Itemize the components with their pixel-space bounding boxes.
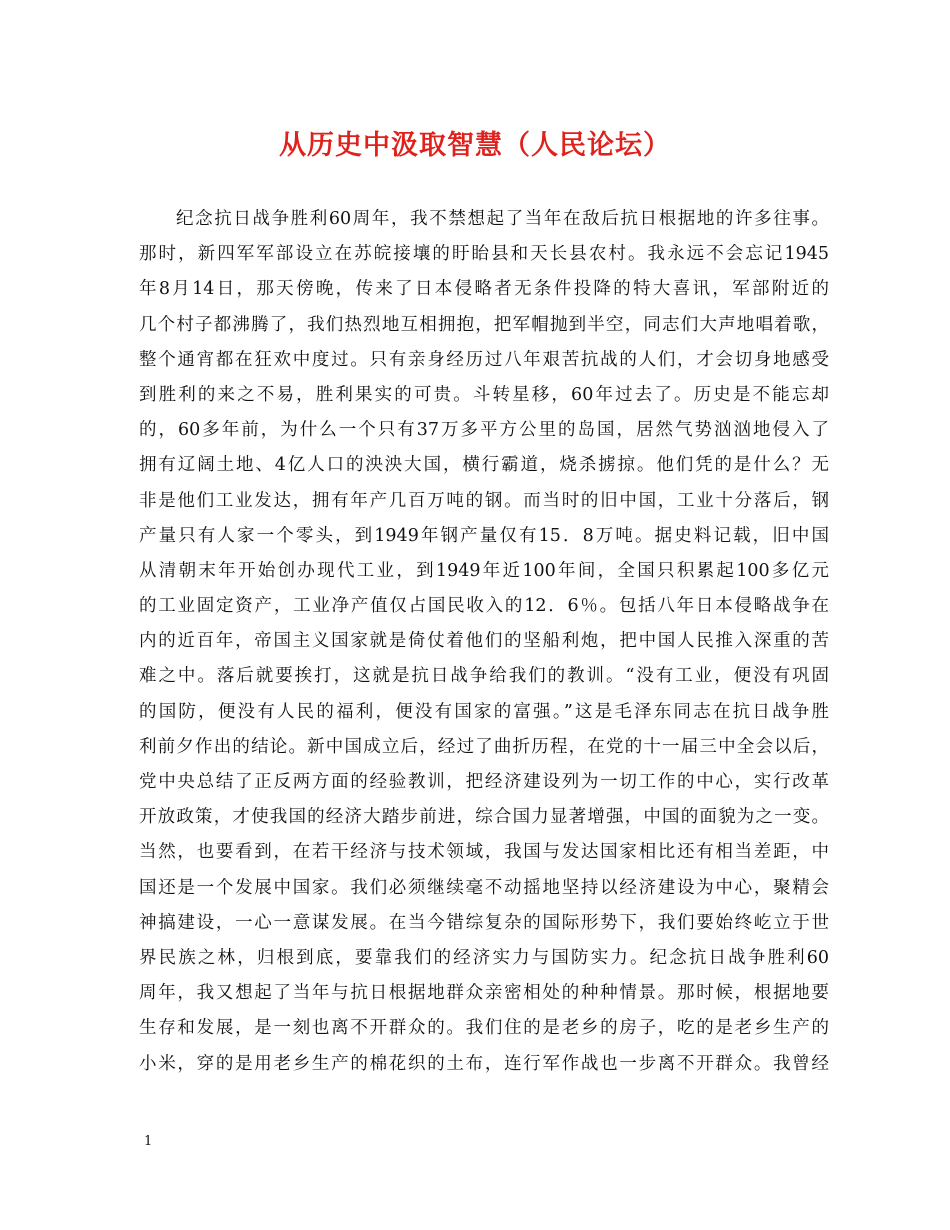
body-line: 周年，我又想起了当年与抗日根据地群众亲密相处的种种情景。那时候，根据地要 xyxy=(139,983,829,1004)
body-line: 几个村子都沸腾了，我们热烈地互相拥抱，把军帽抛到半空，同志们大声地唱着歌， xyxy=(139,314,829,335)
document-body xyxy=(139,202,829,1082)
body-line: 利前夕作出的结论。新中国成立后，经过了曲折历程，在党的十一届三中全会以后， xyxy=(139,736,829,757)
body-line: 的工业固定资产，工业净产值仅占国民收入的12．6％。包括八年日本侵略战争在 xyxy=(139,596,829,617)
body-line: 非是他们工业发达，拥有年产几百万吨的钢。而当时的旧中国，工业十分落后，钢 xyxy=(139,490,829,511)
body-line: 的国防，便没有人民的福利，便没有国家的富强。”这是毛泽东同志在抗日战争胜 xyxy=(139,701,829,722)
body-line: 界民族之林，归根到底，要靠我们的经济实力与国防实力。纪念抗日战争胜利60 xyxy=(139,947,829,968)
body-line: 到胜利的来之不易，胜利果实的可贵。斗转星移，60年过去了。历史是不能忘却 xyxy=(139,384,829,405)
body-line: 开放政策，才使我国的经济大踏步前进，综合国力显著增强，中国的面貌为之一变。 xyxy=(139,807,829,828)
body-line: 那时，新四军军部设立在苏皖接壤的盱眙县和天长县农村。我永远不会忘记1945 xyxy=(139,244,829,265)
body-line: 从清朝末年开始创办现代工业，到1949年近100年间，全国只积累起100多亿元 xyxy=(139,560,829,581)
page-number: 1 xyxy=(144,1134,153,1149)
body-line: 神搞建设，一心一意谋发展。在当今错综复杂的国际形势下，我们要始终屹立于世 xyxy=(139,912,829,933)
body-line: 当然，也要看到，在若干经济与技术领域，我国与发达国家相比还有相当差距，中 xyxy=(139,842,829,863)
body-line: 难之中。落后就要挨打，这就是抗日战争给我们的教训。“没有工业，便没有巩固 xyxy=(139,666,829,687)
document-title: 从历史中汲取智慧（人民论坛） xyxy=(279,130,671,161)
body-line: 拥有辽阔土地、4亿人口的泱泱大国，横行霸道，烧杀掳掠。他们凭的是什么？无 xyxy=(139,455,829,476)
body-line: 党中央总结了正反两方面的经验教训，把经济建设列为一切工作的中心，实行改革 xyxy=(139,772,829,792)
body-line: 整个通宵都在狂欢中度过。只有亲身经历过八年艰苦抗战的人们，才会切身地感受 xyxy=(139,349,829,370)
body-line: 国还是一个发展中国家。我们必须继续毫不动摇地坚持以经济建设为中心，聚精会 xyxy=(139,877,829,898)
body-line: 产量只有人家一个零头，到1949年钢产量仅有15．8万吨。据史料记载，旧中国 xyxy=(139,525,829,546)
body-line: 的，60多年前，为什么一个只有37万多平方公里的岛国，居然气势汹汹地侵入了 xyxy=(139,420,829,441)
body-line: 小米，穿的是用老乡生产的棉花织的土布，连行军作战也一步离不开群众。我曾经 xyxy=(139,1053,829,1074)
body-line: 生存和发展，是一刻也离不开群众的。我们住的是老乡的房子，吃的是老乡生产的 xyxy=(139,1018,829,1039)
body-line: 内的近百年，帝国主义国家就是倚仗着他们的坚船利炮，把中国人民推入深重的苦 xyxy=(139,631,829,652)
body-line: 纪念抗日战争胜利60周年，我不禁想起了当年在敌后抗日根据地的许多往事。 xyxy=(176,209,829,229)
body-line: 年8月14日，那天傍晚，传来了日本侵略者无条件投降的特大喜讯，军部附近的 xyxy=(139,279,829,300)
